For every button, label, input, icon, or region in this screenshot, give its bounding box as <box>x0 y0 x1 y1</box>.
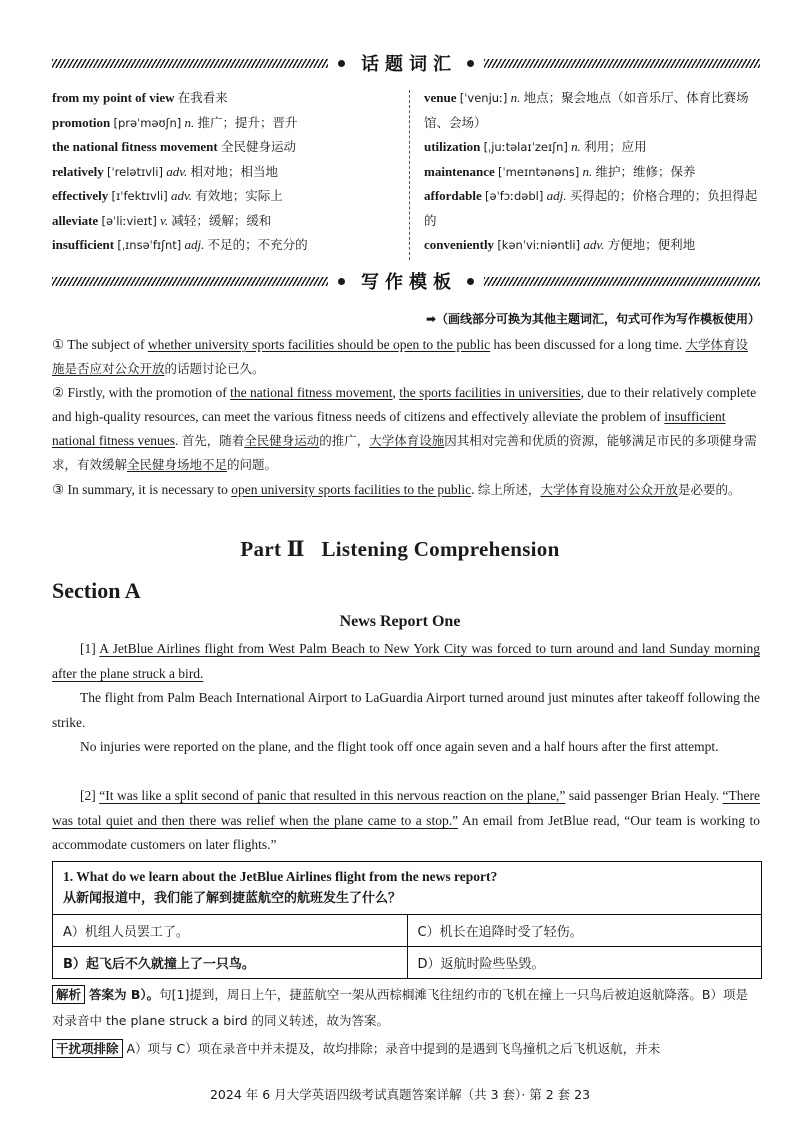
vocab-meaning: 利用；应用 <box>584 139 647 154</box>
text-segment: An email from JetBlue read, “Our team is working to accommodate customers on later flights.” <box>52 812 760 852</box>
template-item <box>52 478 760 502</box>
underlined-phrase: open university sports facilities to the public <box>231 482 472 497</box>
vocab-meaning: 全民健身运动 <box>221 139 297 154</box>
vocab-word: venue <box>424 90 457 105</box>
analysis-text: 句[1]提到，周日上午，捷蓝航空一架从西棕榈滩飞往纽约市的飞机在撞上一只鸟后被迫返航降落。B）项是对录音中 the plane struck a bird 的同义转述，故为答案。 <box>52 987 748 1028</box>
question-zh: 从新闻报道中，我们能了解到捷蓝航空的航班发生了什么？ <box>63 891 402 906</box>
bullet-dot <box>338 278 345 285</box>
column-divider <box>409 90 410 260</box>
vocab-word: insufficient <box>52 237 115 252</box>
underlined-phrase: 大学体育设施对公众开放 <box>540 482 678 497</box>
vocab-ipa: [ˌɪnsəˈfɪʃnt] <box>117 238 182 252</box>
vocab-word: effectively <box>52 188 109 203</box>
vocab-right-column <box>424 86 760 258</box>
question-en: 1. What do we learn about the JetBlue Airlines flight from the news report? <box>63 869 498 884</box>
analysis-tag: 解析 <box>52 985 85 1004</box>
vocab-pos: adj. <box>546 188 567 203</box>
vocab-meaning: 相对地；相当地 <box>190 163 279 179</box>
item-number: ③ <box>52 482 68 497</box>
news-paragraph <box>52 784 760 858</box>
news-paragraph <box>52 686 760 735</box>
vocab-ipa: [əˈliːvieɪt] <box>101 213 157 228</box>
text-segment: Firstly, with the promotion of <box>67 385 231 400</box>
vocab-entry <box>52 184 398 209</box>
text-segment: has been discussed for a long time. <box>490 337 686 352</box>
underlined-phrase: 全民健身场地不足 <box>127 457 228 472</box>
item-number: ② <box>52 385 68 400</box>
vocab-word: conveniently <box>424 237 495 252</box>
vocab-word: utilization <box>424 139 481 154</box>
text-segment: said passenger Brian Healy. <box>565 788 723 803</box>
vocab-word: relatively <box>52 163 104 179</box>
vocab-pos: n. <box>571 139 581 154</box>
text-segment: The flight from Palm Beach International Airport to LaGuardia Airport turned around just minutes after takeoff following the strike. <box>52 690 760 730</box>
analysis-paragraph <box>52 982 760 1034</box>
vocab-entry <box>424 160 760 185</box>
vocab-word: the national fitness movement <box>52 139 218 154</box>
vocab-meaning: 买得起的；价格合理的；负担得起的 <box>424 188 758 228</box>
text-segment: 是必要的。 <box>677 482 741 497</box>
text-segment: The subject of <box>67 337 148 352</box>
template-note: ➡（画线部分可换为其他主题词汇，句式可作为写作模板使用） <box>425 312 760 326</box>
text-segment: 综上所述， <box>477 482 541 497</box>
underlined-phrase: whether university sports facilities should be open to the public <box>147 337 491 352</box>
vocab-pos: n. <box>510 90 521 105</box>
option-row <box>53 914 761 946</box>
vocab-meaning: 有效地；实际上 <box>195 188 283 203</box>
vocab-section <box>52 86 760 262</box>
vocab-entry <box>424 86 760 135</box>
vocab-pos: adj. <box>184 237 205 252</box>
hatch-divider <box>52 59 328 68</box>
topic-vocab-title: 话题词汇 <box>361 54 457 75</box>
template-item <box>52 381 760 477</box>
vocab-entry <box>424 135 760 160</box>
vocab-ipa: [prəˈməʊʃn] <box>113 115 182 130</box>
option-row <box>53 946 761 978</box>
text-segment: . <box>174 433 182 448</box>
vocab-ipa: [əˈfɔːdəbl] <box>485 189 544 203</box>
text-segment: . <box>471 482 478 497</box>
news-paragraph <box>52 637 760 686</box>
hatch-divider <box>484 277 760 286</box>
writing-template-banner <box>52 268 760 294</box>
underlined-phrase: 全民健身运动 <box>244 433 320 448</box>
vocab-entry <box>52 160 398 185</box>
bullet-dot <box>338 60 345 67</box>
vocab-meaning: 减轻；缓解；缓和 <box>171 212 272 228</box>
vocab-ipa: [ɪˈfektɪvli] <box>111 189 168 203</box>
vocab-pos: adv. <box>170 188 193 203</box>
vocab-word: from my point of view <box>52 90 175 105</box>
vocab-entry <box>424 184 760 233</box>
topic-vocab-banner <box>52 50 760 76</box>
underlined-phrase: 大学体育设施是否应对公众开放 <box>52 337 748 376</box>
vocab-meaning: 不足的；不充分的 <box>207 237 308 252</box>
part-title: Part Ⅱ Listening Comprehension <box>240 537 560 561</box>
text-segment: 的话题讨论已久。 <box>164 361 265 376</box>
vocab-ipa: [ˈvenjuː] <box>459 91 508 105</box>
vocab-word: alleviate <box>52 212 99 228</box>
vocab-meaning: 推广；提升；晋升 <box>197 114 298 130</box>
template-item <box>52 333 760 381</box>
bullet-dot <box>467 60 474 67</box>
underlined-phrase: 大学体育设施 <box>369 433 445 448</box>
vocab-pos: adv. <box>583 237 605 252</box>
news-paragraph <box>52 735 760 760</box>
text-segment: , due to their relatively complete and high-quality resources, can meet the various fitness needs of citizens and effectively alleviate the problem of <box>52 385 757 424</box>
writing-template-title: 写作模板 <box>361 272 457 293</box>
underlined-phrase: the national fitness movement <box>230 385 393 400</box>
underlined-phrase: insufficient national fitness venues <box>52 409 726 448</box>
text-segment: In summary, it is necessary to <box>67 482 232 497</box>
text-segment: 因其相对完善和优质的资源，能够满足市民的多项健身需求，有效缓解 <box>52 433 757 472</box>
hatch-divider <box>52 277 328 286</box>
option-c: C）机长在追降时受了轻伤。 <box>407 915 762 946</box>
underlined-phrase: “There was total quiet and then there was relief when the plane came to a stop.” <box>52 788 761 828</box>
vocab-word: promotion <box>52 114 111 130</box>
vocab-pos: v. <box>160 212 169 228</box>
question-header <box>53 862 761 914</box>
underlined-phrase: the sports facilities in universities <box>399 385 581 400</box>
text-segment: 首先，随着 <box>181 433 245 448</box>
analysis-answer: 答案为 B）。 <box>89 987 160 1002</box>
vocab-entry <box>52 86 398 111</box>
distractor-text: A）项与 C）项在录音中并未提及，故均排除；录音中提到的是遇到飞鸟撞机之后飞机返航，并未 <box>126 1041 661 1056</box>
text-segment: [1] <box>80 641 100 656</box>
page-footer: 2024 年 6 月大学英语四级考试真题答案详解（共 3 套）· 第 2 套 23 <box>209 1087 591 1102</box>
distractor-tag: 干扰项排除 <box>52 1039 123 1058</box>
vocab-entry <box>52 111 398 136</box>
bullet-dot <box>467 278 474 285</box>
vocab-ipa: [kənˈviːniəntli] <box>497 238 581 252</box>
text-segment: 的推广， <box>319 433 370 448</box>
vocab-meaning: 方便地；便利地 <box>607 237 696 252</box>
text-segment: 的问题。 <box>227 457 278 472</box>
hatch-divider <box>484 59 760 68</box>
underlined-phrase: “It was like a split second of panic that resulted in this nervous reaction on the plane,” <box>99 788 566 803</box>
option-d: D）返航时险些坠毁。 <box>407 947 762 978</box>
vocab-entry <box>52 209 398 234</box>
vocab-pos: adv. <box>166 163 188 179</box>
underlined-phrase: A JetBlue Airlines flight from West Palm Beach to New York City was forced to turn around and land Sunday morning after the plane struck a bird. <box>52 641 760 681</box>
news-title: News Report One <box>339 613 461 630</box>
vocab-ipa: [ˈmeɪntənəns] <box>498 164 580 179</box>
vocab-word: affordable <box>424 188 482 203</box>
item-number: ① <box>52 337 68 352</box>
vocab-entry <box>424 233 760 258</box>
option-a: A）机组人员罢工了。 <box>63 925 189 940</box>
vocab-meaning: 地点；聚会地点（如音乐厅、体育比赛场馆、会场） <box>424 90 749 130</box>
text-segment: No injuries were reported on the plane, and the flight took off once again seven and a half hours after the first attempt. <box>80 739 719 754</box>
distractor-paragraph <box>52 1036 760 1062</box>
vocab-entry <box>52 233 398 258</box>
vocab-entry <box>52 135 398 160</box>
section-title: Section A <box>52 578 141 603</box>
vocab-word: maintenance <box>424 163 495 179</box>
option-b: B）起飞后不久就撞上了一只鸟。 <box>63 957 255 972</box>
vocab-pos: n. <box>184 114 195 130</box>
vocab-pos: n. <box>582 163 593 179</box>
vocab-meaning: 维护；维修；保养 <box>595 163 696 179</box>
text-segment: [2] <box>80 788 100 803</box>
vocab-ipa: [ˈrelətɪvli] <box>107 164 163 179</box>
vocab-meaning: 在我看来 <box>177 90 228 105</box>
text-segment: , <box>392 385 400 400</box>
question-table <box>52 861 762 979</box>
vocab-ipa: [ˌjuːtəlaɪˈzeɪʃn] <box>483 140 568 154</box>
vocab-left-column <box>52 86 398 258</box>
